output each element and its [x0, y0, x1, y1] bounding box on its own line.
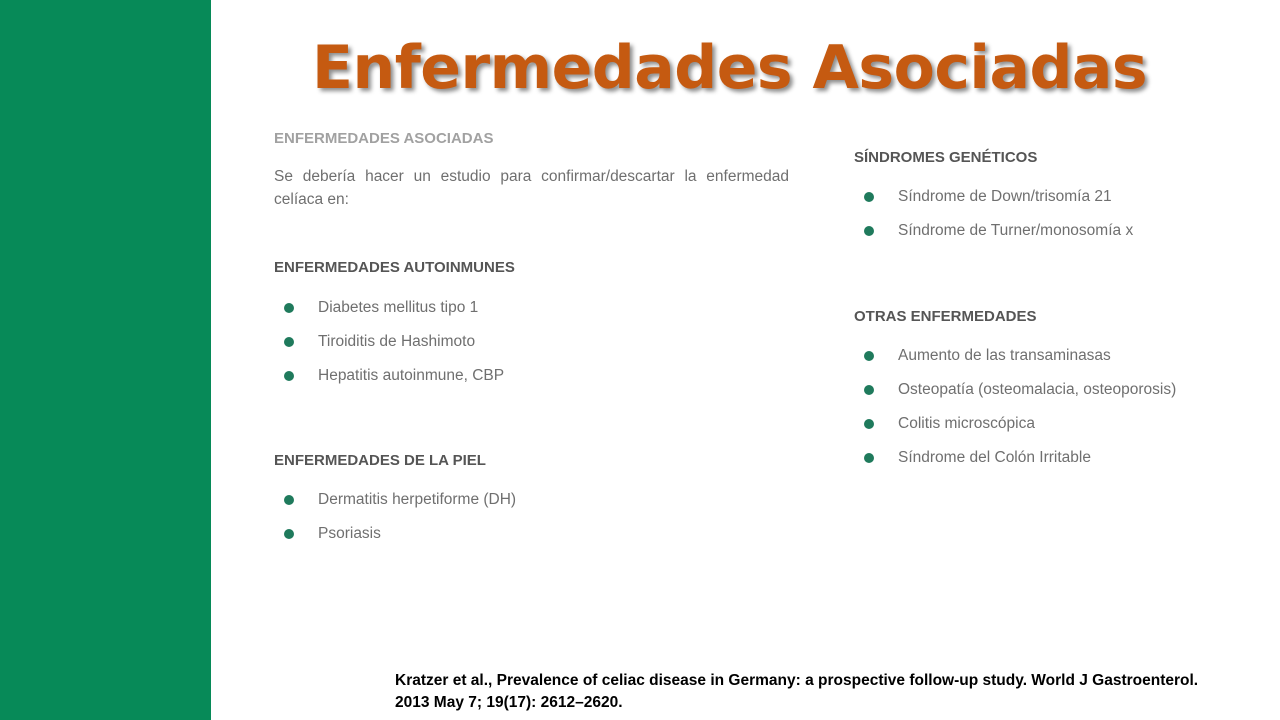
citation-line-1: Kratzer et al., Prevalence of celiac disease in Germany: a prospective follow-up study. World J Gastroenterol. — [395, 672, 1199, 689]
list-item-label: Síndrome del Colón Irritable — [898, 449, 1091, 466]
bullet-icon — [284, 495, 294, 505]
bullet-icon — [864, 351, 874, 361]
cropped-heading-text: ENFERMEDADES ASOCIADAS — [274, 130, 494, 144]
bullet-icon — [864, 453, 874, 463]
heading-geneticos: SÍNDROMES GENÉTICOS — [854, 149, 1038, 166]
list-item-label: Psoriasis — [318, 525, 381, 542]
list-item-label: Síndrome de Down/trisomía 21 — [898, 188, 1112, 205]
heading-piel: ENFERMEDADES DE LA PIEL — [274, 452, 486, 469]
list-item — [854, 186, 1133, 220]
bullet-icon — [284, 529, 294, 539]
list-item-label: Dermatitis herpetiforme (DH) — [318, 491, 517, 508]
left-accent-bar — [0, 0, 211, 720]
list-item — [274, 523, 516, 557]
list-item — [854, 220, 1133, 254]
citation-line-2: 2013 May 7; 19(17): 2612–2620. — [395, 694, 623, 711]
list-piel — [274, 489, 516, 557]
list-item-label: Hepatitis autoinmune, CBP — [318, 367, 505, 384]
list-item-label: Síndrome de Turner/monosomía x — [898, 222, 1134, 239]
bullet-icon — [284, 303, 294, 313]
heading-otras: OTRAS ENFERMEDADES — [854, 308, 1037, 325]
list-item-label: Aumento de las transaminasas — [898, 347, 1111, 364]
bullet-icon — [864, 419, 874, 429]
bullet-icon — [284, 337, 294, 347]
list-item — [854, 379, 1176, 413]
list-item — [854, 447, 1176, 481]
list-item-label: Osteopatía (osteomalacia, osteoporosis) — [898, 381, 1177, 398]
bullet-icon — [284, 371, 294, 381]
bullet-icon — [864, 192, 874, 202]
citation — [395, 670, 1255, 714]
list-item — [854, 413, 1176, 447]
list-item — [274, 297, 504, 331]
list-item-label: Colitis microscópica — [898, 415, 1035, 432]
intro-text: Se debería hacer un estudio para confirmar/descartar la enfermedad celíaca en: — [274, 168, 789, 208]
heading-autoinmunes: ENFERMEDADES AUTOINMUNES — [274, 259, 515, 276]
list-item — [274, 331, 504, 365]
list-item-label: Tiroiditis de Hashimoto — [318, 333, 476, 350]
list-item — [274, 365, 504, 399]
slide-title: Enfermedades Asociadas — [312, 33, 1148, 103]
list-autoinmunes — [274, 297, 504, 399]
list-item — [854, 345, 1176, 379]
list-geneticos — [854, 186, 1133, 254]
list-otras — [854, 345, 1176, 481]
bullet-icon — [864, 385, 874, 395]
cropped-heading — [274, 124, 534, 144]
list-item-label: Diabetes mellitus tipo 1 — [318, 299, 479, 316]
bullet-icon — [864, 226, 874, 236]
list-item — [274, 489, 516, 523]
